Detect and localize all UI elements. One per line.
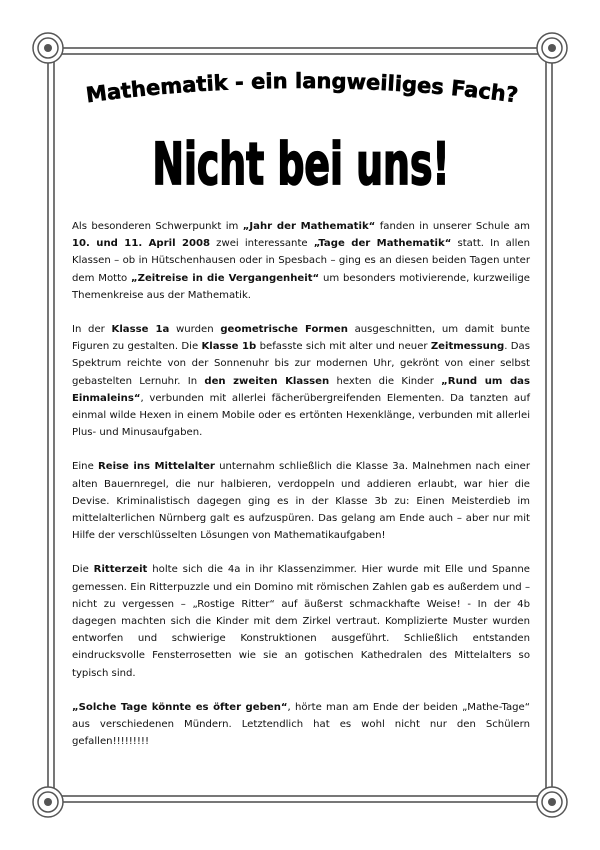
bold-phrase: geometrische Formen <box>220 324 348 336</box>
bold-phrase: Klasse 1b <box>201 341 257 353</box>
text-segment: Eine <box>72 461 98 473</box>
article-body <box>72 218 530 767</box>
text-segment: . Das Spektrum reichte von der Sonnenuhr bis zur modernen Uhr, gekrönt von einer selbst gebastelten Lernuhr. In <box>72 341 530 387</box>
text-segment: um besonders motivierende, kurzweilige Themenkreise aus der Mathematik. <box>72 272 530 301</box>
bold-phrase: Reise ins Mittelalter <box>97 461 215 473</box>
paragraph-5 <box>72 699 530 751</box>
bold-phrase: „Jahr der Mathematik“ <box>242 221 376 232</box>
paragraph-1 <box>72 218 530 304</box>
text-segment: wurden <box>169 324 221 336</box>
bold-phrase: „Tage der Mathematik“ <box>313 238 452 250</box>
text-segment: In der <box>72 324 112 336</box>
headline-area <box>72 64 530 214</box>
text-segment: hexten die Kinder <box>329 375 442 387</box>
corner-ornament-bottom-right <box>537 787 567 817</box>
text-segment: befasste sich mit alter und neuer <box>256 341 431 353</box>
text-segment: , verbunden mit allerlei fächerübergreifenden Elementen. Da tanzten auf einmal wilde Hexen in einem Mobile oder es ertönten Hexenklänge, verbunden mit allerlei Plus- und Minusaufgaben. <box>72 392 530 439</box>
page-title: Mathematik - ein langweiliges Fach? <box>84 68 520 108</box>
paragraph-2 <box>72 321 530 441</box>
text-segment: , hörte man am Ende der beiden „Mathe-Tage“ aus verschiedenen Mündern. Letztendlich hat es wohl nicht nur den Schülern gefallen!!!!!!!!! <box>72 701 530 748</box>
paragraph-4 <box>72 561 530 681</box>
text-segment: ausgeschnitten, um damit bunte Figuren zu gestalten. Die <box>72 324 531 353</box>
text-segment: zwei interessante <box>210 238 314 250</box>
bold-phrase: 10. und 11. April 2008 <box>72 238 211 250</box>
corner-ornament-top-left <box>33 33 63 63</box>
bold-phrase: „Zeitreise in die Vergangenheit“ <box>131 272 320 284</box>
text-segment: holte sich die 4a in ihr Klassenzimmer. Hier wurde mit Elle und Spanne gemessen. Ein Ritterpuzzle und ein Domino mit römischen Zahlen gab es außerdem und – nicht zu vergessen – „Rostige Ritter“ auf äußerst schmackhafte Weise! - In der 4b dagegen machten sich die Kinder mit dem Zirkel vertraut. Komplizierte Muster wurden entworfen und schwierige Konstruktionen ausgeführt. Schließlich entstanden eindrucksvolle Fensterrosetten wie sie an gotischen Kathedralen des Mittelalters so typisch sind. <box>72 564 531 679</box>
bold-phrase: den zweiten Klassen <box>204 375 330 387</box>
page-subtitle: Nicht bei uns! <box>152 130 450 198</box>
text-segment: statt. In allen Klassen – ob in Hütschenhausen oder in Spesbach – ging es an diesen beiden Tagen unter dem Motto <box>72 238 530 284</box>
text-segment: fanden in unserer Schule am <box>375 221 531 232</box>
bold-phrase: „Solche Tage könnte es öfter geben“ <box>72 701 288 713</box>
bold-phrase: Zeitmessung <box>430 341 505 353</box>
text-segment: unternahm schließlich die Klasse 3a. Malnehmen nach einer alten Bauernregel, die nur halbieren, verdoppeln und addieren erlaubt, war hier die Devise. Kriminalistisch dagegen ging es in der Klasse 3b zu: Einen Meisterdieb im mittelalterlichen Nürnberg galt es aufzuspüren. Das gelang am Ende auch – aber nur mit Hilfe der verschlüsselten Lösungen von Mathematikaufgaben! <box>72 461 531 542</box>
corner-ornament-bottom-left <box>33 787 63 817</box>
bold-phrase: „Rund um das Einmaleins“ <box>72 375 530 404</box>
text-segment: Als besonderen Schwerpunkt im <box>72 221 243 232</box>
bold-phrase: Klasse 1a <box>111 324 170 336</box>
text-segment: Die <box>72 564 94 576</box>
paragraph-3 <box>72 458 530 544</box>
corner-ornament-top-right <box>537 33 567 63</box>
bold-phrase: Ritterzeit <box>93 564 148 576</box>
